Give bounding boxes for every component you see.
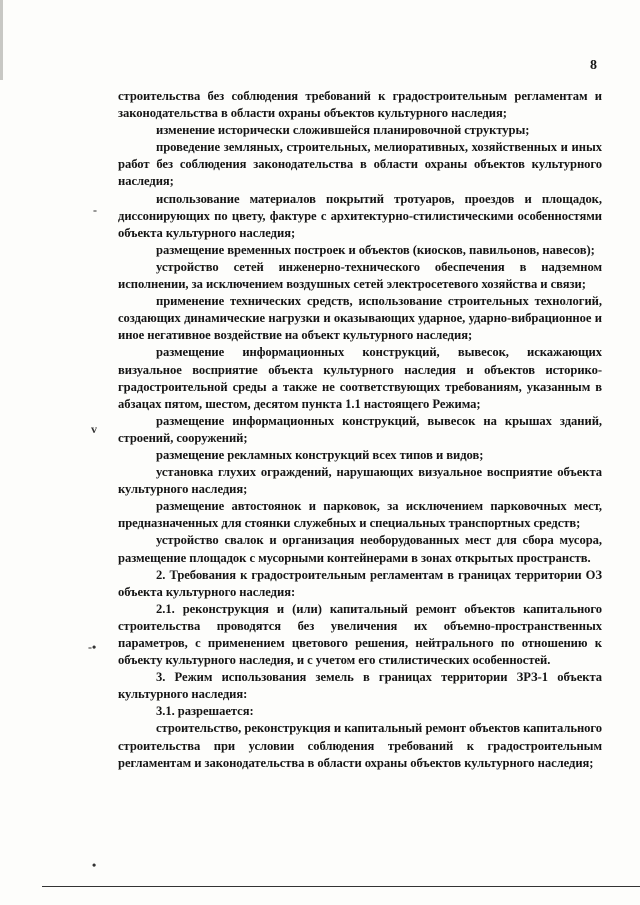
margin-mark: - xyxy=(93,203,97,217)
paragraph: изменение исторически сложившейся планировочной структуры; xyxy=(156,123,530,138)
margin-mark: -• xyxy=(88,640,97,654)
paragraph: размещение рекламных конструкций всех типов и видов; xyxy=(156,447,484,462)
section-heading-2: 2. Требования к градостроительным регламентам в границах территории ОЗ объекта культурного наследия: xyxy=(118,567,602,599)
bottom-edge-line xyxy=(42,886,640,887)
section-heading-3: 3. Режим использования земель в границах территории ЗРЗ-1 объекта культурного наследия: xyxy=(118,670,602,702)
page-number: 8 xyxy=(590,58,597,73)
paragraph: 2.1. реконструкция и (или) капитальный ремонт объектов капитального строительства проводятся без увеличения их объемно-пространственных параметров, с применением цветового решения, нейтрального по отношению к объекту культурного наследия, и с учетом его стилистических особенностей. xyxy=(118,601,602,668)
paragraph: проведение земляных, строительных, мелиоративных, хозяйственных и иных работ без соблюдения законодательства в области охраны объектов культурного наследия; xyxy=(118,140,602,189)
paragraph: размещение информационных конструкций, вывесок, искажающих визуальное восприятие объекта культурного наследия и объектов историко-градостроительной среды а также не соответствующих требованиям, указанным в абзацах пятом, шестом, десятом пункта 1.1 настоящего Режима; xyxy=(118,345,602,411)
margin-mark: v xyxy=(91,422,97,436)
paragraph: устройство свалок и организация необорудованных мест для сбора мусора, размещение площадок с мусорными контейнерами в зонах открытых пространств. xyxy=(118,533,602,565)
paragraph: размещение временных построек и объектов (киосков, павильонов, навесов); xyxy=(156,242,595,257)
paragraph: применение технических средств, использование строительных технологий, создающих динамические нагрузки и оказывающих ударное, ударно-вибрационное и иное негативное воздействие на объект культурного наследия; xyxy=(118,294,602,343)
paragraph: устройство сетей инженерно-технического обеспечения в надземном исполнении, за исключением воздушных сетей электросетевого хозяйства и связи; xyxy=(118,259,602,292)
paragraph: размещение информационных конструкций, вывесок на крышах зданий, строений, сооружений; xyxy=(118,413,602,445)
paragraph: установка глухих ограждений, нарушающих визуальное восприятие объекта культурного наследия; xyxy=(118,465,602,497)
subsection-heading: 3.1. разрешается: xyxy=(156,704,254,719)
paragraph-continued: строительства без соблюдения требований к градостроительным регламентам и законодательства в области охраны объектов культурного наследия; xyxy=(118,89,602,121)
paragraph: использование материалов покрытий тротуаров, проездов и площадок, диссонирующих по цвету, фактуре с архитектурно-стилистическими особенностями объекта культурного наследия; xyxy=(118,191,602,240)
margin-mark: • xyxy=(92,858,97,872)
page-left-edge-shadow xyxy=(0,0,3,80)
paragraph: размещение автостоянок и парковок, за исключением парковочных мест, предназначенных для стоянки служебных и специальных транспортных средств; xyxy=(118,499,602,531)
paragraph: строительство, реконструкция и капитальный ремонт объектов капитального строительства при условии соблюдения требований к градостроительным регламентам и законодательства в области охраны объектов культурного наследия; xyxy=(118,721,602,770)
document-body xyxy=(118,88,602,772)
